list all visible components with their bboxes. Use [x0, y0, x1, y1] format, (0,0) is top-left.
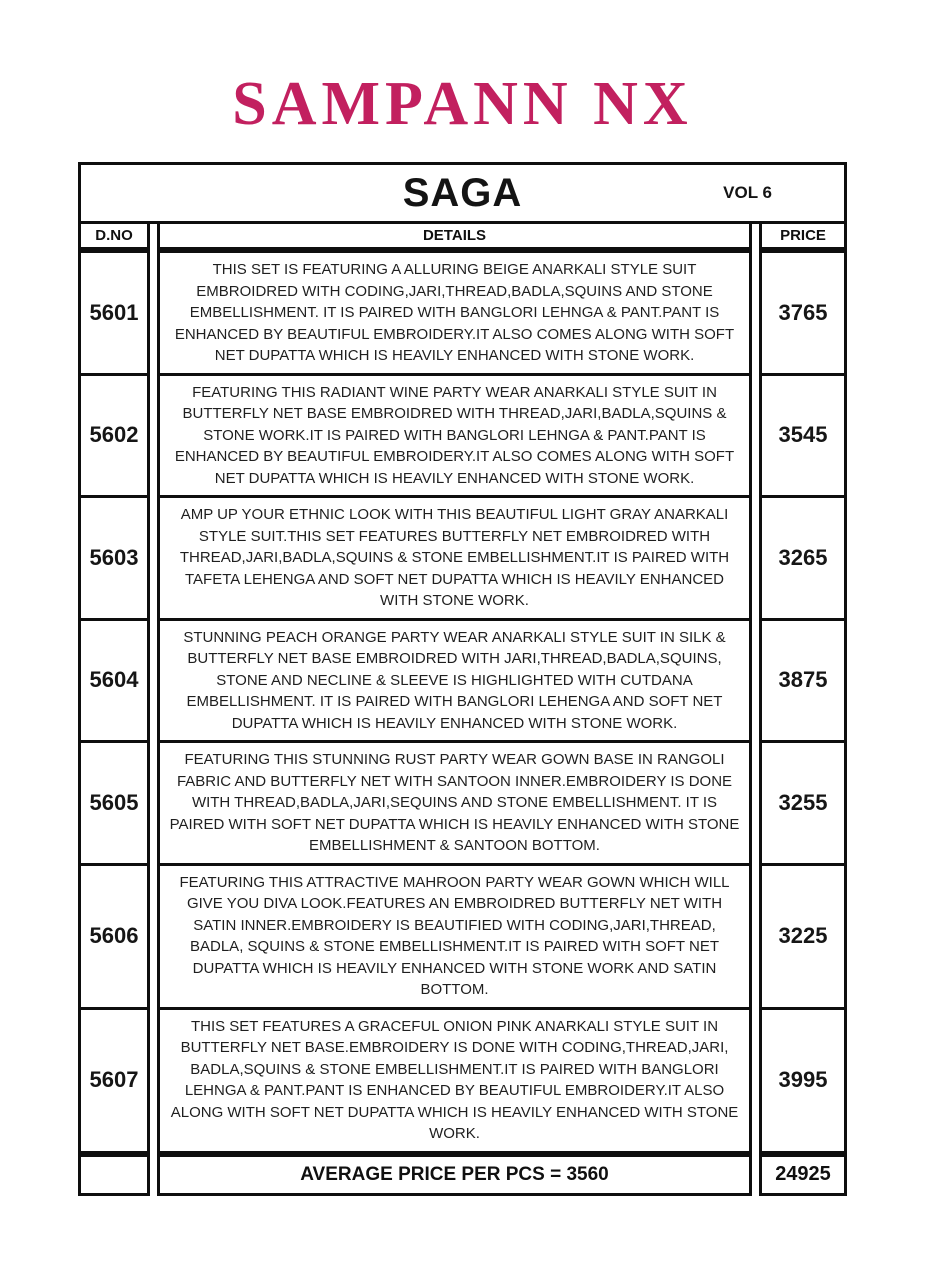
table-row — [78, 618, 847, 744]
brand-logo: SAMPANN NX — [232, 70, 693, 138]
design-number: 5606 — [78, 863, 150, 1010]
column-header-price: PRICE — [759, 221, 847, 250]
design-number: 5601 — [78, 250, 150, 376]
table-row — [78, 495, 847, 621]
footer-dno-cell — [78, 1154, 150, 1196]
table-title-row — [78, 162, 847, 224]
column-header-details: DETAILS — [157, 221, 752, 250]
design-number: 5603 — [78, 495, 150, 621]
design-details: STUNNING PEACH ORANGE PARTY WEAR ANARKALI STYLE SUIT IN SILK & BUTTERFLY NET BASE EMBROIDRED WITH JARI,THREAD,BADLA,SQUINS, STONE AND NECLINE & SLEEVE IS HIGHLIGHTED WITH CUTDANA EMBELLISHMENT. IT IS PAIRED WITH BANGLORI LEHENGA AND SOFT NET DUPATTA WHICH IS HEAVILY ENHANCED WITH STONE WORK. — [157, 618, 752, 744]
design-price: 3995 — [759, 1007, 847, 1154]
design-details: FEATURING THIS STUNNING RUST PARTY WEAR GOWN BASE IN RANGOLI FABRIC AND BUTTERFLY NET WITH SANTOON INNER.EMBROIDERY IS DONE WITH THREAD,BADLA,JARI,SEQUINS AND STONE EMBELLISHMENT. IT IS PAIRED WITH SOFT NET DUPATTA WHICH IS HEAVILY ENHANCED WITH STONE EMBELLISHMENT & SANTOON BOTTOM. — [157, 740, 752, 866]
design-price: 3875 — [759, 618, 847, 744]
design-details: FEATURING THIS RADIANT WINE PARTY WEAR ANARKALI STYLE SUIT IN BUTTERFLY NET BASE EMBROIDRED WITH THREAD,JARI,BADLA,SQUINS & STONE WORK.IT IS PAIRED WITH BANGLORI LEHNGA & PANT.PANT IS ENHANCED BY BEAUTIFUL EMBROIDERY.IT ALSO COMES ALONG WITH SOFT NET DUPATTA WHICH IS HEAVILY ENHANCED WITH STONE WORK. — [157, 373, 752, 499]
table-header-row — [78, 221, 847, 250]
design-details: FEATURING THIS ATTRACTIVE MAHROON PARTY WEAR GOWN WHICH WILL GIVE YOU DIVA LOOK.FEATURES AN EMBROIDRED BUTTERFLY NET WITH SATIN INNER.EMBROIDERY IS BEAUTIFIED WITH CODING,JARI,THREAD, BADLA, SQUINS & STONE EMBELLISHMENT.IT IS PAIRED WITH SOFT NET DUPATTA WHICH IS HEAVILY ENHANCED WITH STONE WORK AND SATIN BOTTOM. — [157, 863, 752, 1010]
table-row — [78, 373, 847, 499]
catalog-title: SAGA — [402, 170, 523, 215]
design-details: AMP UP YOUR ETHNIC LOOK WITH THIS BEAUTIFUL LIGHT GRAY ANARKALI STYLE SUIT.THIS SET FEATURES BUTTERFLY NET EMBROIDRED WITH THREAD,JARI,BADLA,SQUINS & STONE EMBELLISHMENT.IT IS PAIRED WITH TAFETA LEHENGA AND SOFT NET DUPATTA WHICH IS HEAVILY ENHANCED WITH STONE WORK. — [157, 495, 752, 621]
average-price-summary: AVERAGE PRICE PER PCS = 3560 — [157, 1154, 752, 1196]
design-number: 5607 — [78, 1007, 150, 1154]
design-price: 3545 — [759, 373, 847, 499]
table-row — [78, 1007, 847, 1154]
table-footer-row — [78, 1154, 847, 1196]
design-price: 3225 — [759, 863, 847, 1010]
table-row — [78, 250, 847, 376]
design-price: 3265 — [759, 495, 847, 621]
price-list-table — [78, 162, 847, 1196]
design-price: 3255 — [759, 740, 847, 866]
total-price: 24925 — [759, 1154, 847, 1196]
catalog-volume: VOL 6 — [723, 183, 772, 203]
title-cell — [78, 162, 847, 224]
design-number: 5604 — [78, 618, 150, 744]
table-row — [78, 863, 847, 1010]
design-price: 3765 — [759, 250, 847, 376]
table-row — [78, 740, 847, 866]
column-header-dno: D.NO — [78, 221, 150, 250]
design-number: 5605 — [78, 740, 150, 866]
design-details: THIS SET FEATURES A GRACEFUL ONION PINK ANARKALI STYLE SUIT IN BUTTERFLY NET BASE.EMBROIDERY IS DONE WITH CODING,THREAD,JARI, BADLA,SQUINS & STONE EMBELLISHMENT.IT IS PAIRED WITH BANGLORI LEHNGA & PANT.PANT IS ENHANCED BY BEAUTIFUL EMBROIDERY.IT ALSO ALONG WITH SOFT NET DUPATTA WHICH IS HEAVILY ENHANCED WITH STONE WORK. — [157, 1007, 752, 1154]
design-number: 5602 — [78, 373, 150, 499]
design-details: THIS SET IS FEATURING A ALLURING BEIGE ANARKALI STYLE SUIT EMBROIDRED WITH CODING,JARI,THREAD,BADLA,SQUINS AND STONE EMBELLISHMENT. IT IS PAIRED WITH BANGLORI LEHNGA & PANT.PANT IS ENHANCED BY BEAUTIFUL EMBROIDERY.IT ALSO COMES ALONG WITH SOFT NET DUPATTA WHICH IS HEAVILY ENHANCED WITH STONE WORK. — [157, 250, 752, 376]
